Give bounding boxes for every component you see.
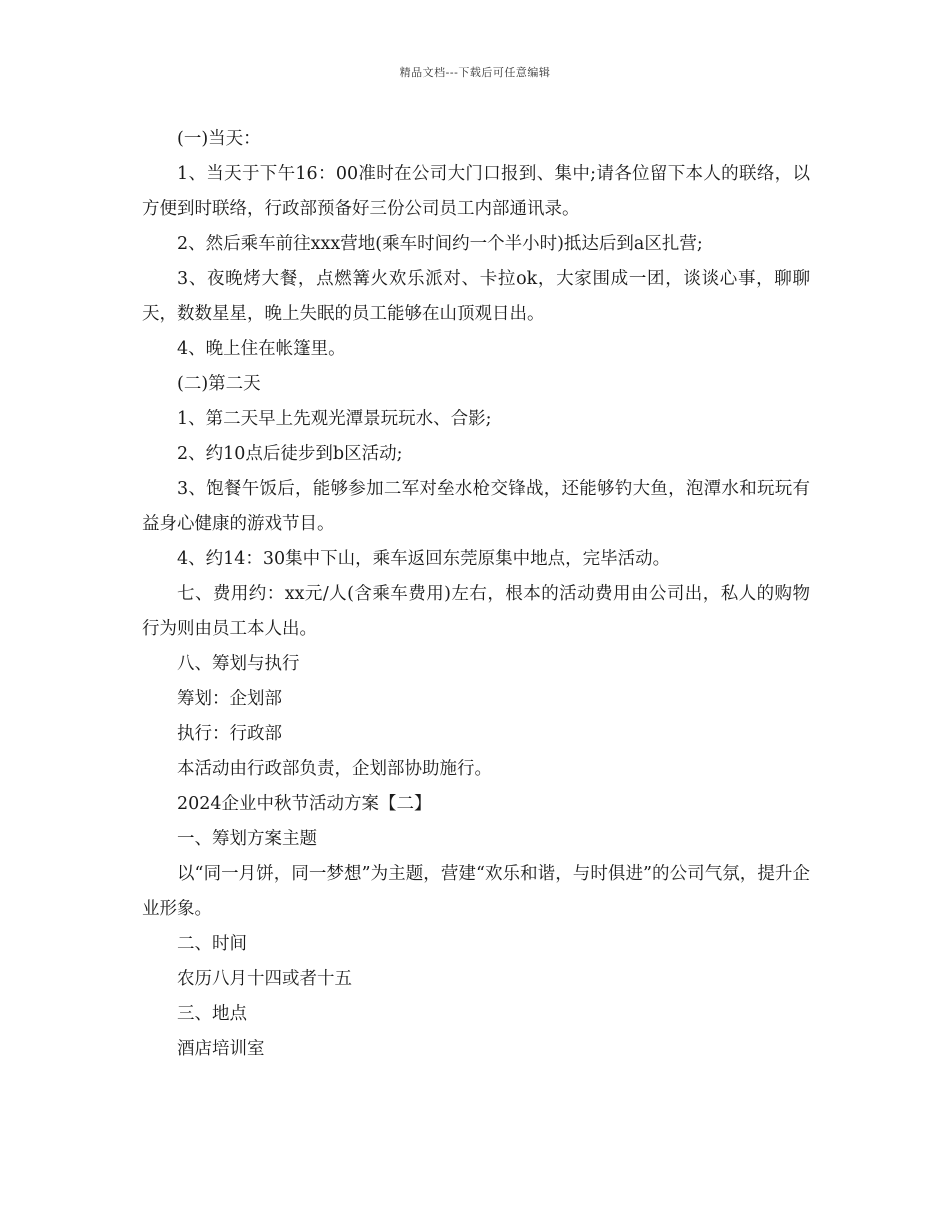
paragraph: (一)当天： — [177, 129, 261, 149]
paragraph: 二、时间 — [177, 934, 247, 954]
paragraph: 农历八月十四或者十五 — [177, 969, 352, 989]
paragraph: 执行：行政部 — [177, 724, 282, 744]
paragraph: 3、夜晚烤大餐，点燃篝火欢乐派对、卡拉ok，大家围成一团，谈谈心事，聊聊天，数数星星，晚上失眠的员工能够在山顶观日出。 — [142, 269, 810, 324]
paragraph: 七、费用约：xx元/人(含乘车费用)左右，根本的活动费用由公司出，私人的购物行为则由员工本人出。 — [142, 584, 810, 639]
paragraph: 4、约14：30集中下山，乘车返回东莞原集中地点，完毕活动。 — [177, 549, 671, 569]
paragraph: 八、筹划与执行 — [177, 654, 300, 674]
paragraph: 2、约10点后徒步到b区活动; — [177, 444, 403, 464]
paragraph: 2、然后乘车前往xxx营地(乘车时间约一个半小时)抵达后到a区扎营; — [177, 234, 703, 254]
paragraph: (二)第二天 — [177, 374, 261, 394]
paragraph: 本活动由行政部负责，企划部协助施行。 — [177, 759, 492, 779]
document-body — [142, 122, 810, 1067]
paragraph: 筹划：企划部 — [177, 689, 282, 709]
paragraph: 三、地点 — [177, 1004, 247, 1024]
paragraph: 3、饱餐午饭后，能够参加二军对垒水枪交锋战，还能够钓大鱼，泡潭水和玩玩有益身心健康的游戏节目。 — [142, 479, 810, 534]
paragraph: 4、晚上住在帐篷里。 — [177, 339, 346, 359]
paragraph: 1、第二天早上先观光潭景玩玩水、合影; — [177, 409, 492, 429]
section-title: 2024企业中秋节活动方案【二】 — [177, 794, 432, 814]
paragraph: 1、当天于下午16：00准时在公司大门口报到、集中;请各位留下本人的联络，以方便到时联络，行政部预备好三份公司员工内部通讯录。 — [142, 164, 810, 219]
paragraph: 以“同一月饼，同一梦想”为主题，营建“欢乐和谐，与时俱进”的公司气氛，提升企业形象。 — [142, 864, 810, 919]
paragraph: 酒店培训室 — [177, 1039, 265, 1059]
page-header: 精品文档---下载后可任意编辑 — [399, 66, 551, 79]
paragraph: 一、筹划方案主题 — [177, 829, 317, 849]
